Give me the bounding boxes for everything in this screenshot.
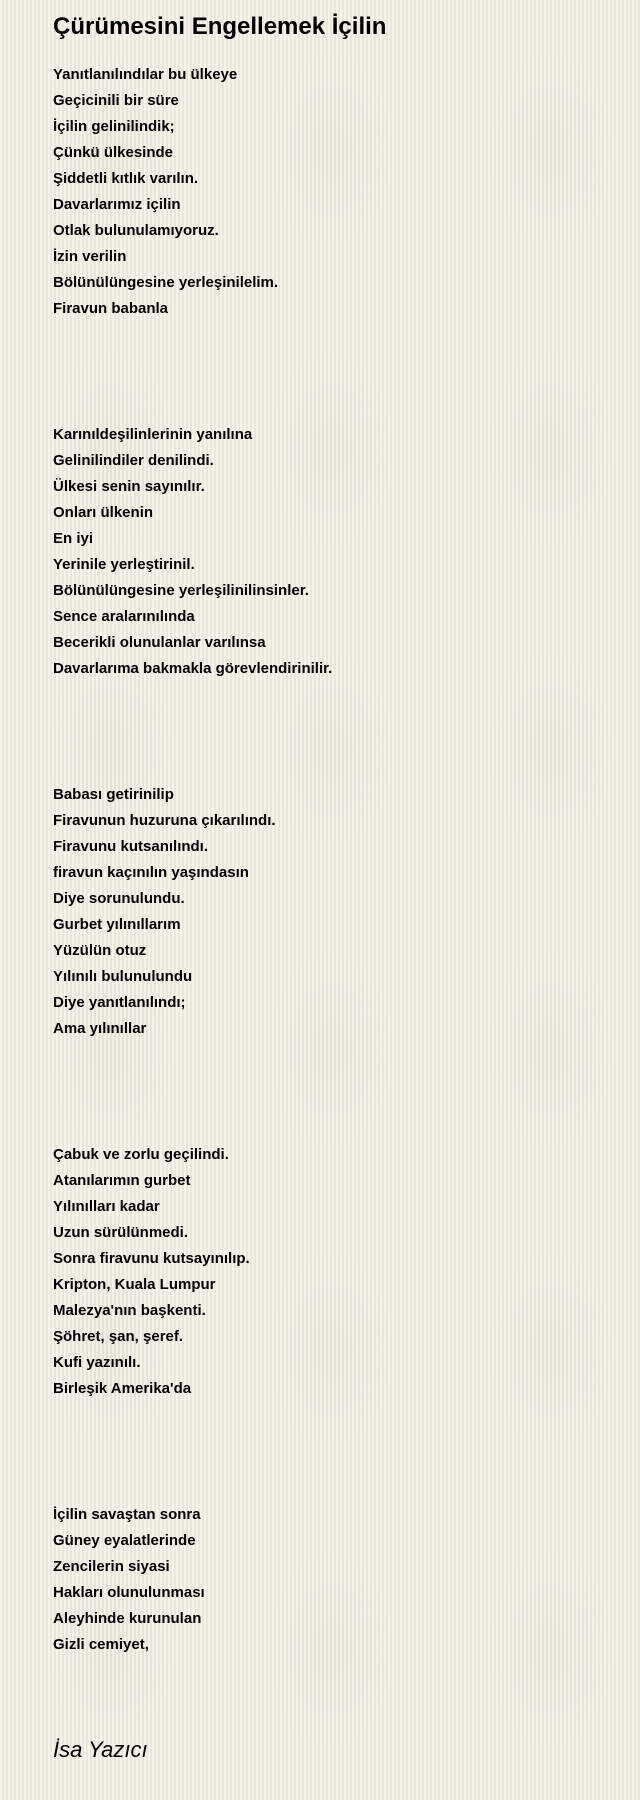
poem-line: Zencilerin siyasi <box>53 1558 170 1575</box>
poem-line: Malezya'nın başkenti. <box>53 1302 206 1319</box>
poem-line: Uzun sürülünmedi. <box>53 1224 188 1241</box>
poem-line: Güney eyalatlerinde <box>53 1532 196 1549</box>
poem-line: İçilin savaştan sonra <box>53 1506 201 1523</box>
poem-line: Kufi yazınılı. <box>53 1354 141 1371</box>
stanza <box>53 62 613 322</box>
poem-line: Geçicinili bir süre <box>53 92 179 109</box>
poem-line: Onları ülkenin <box>53 504 154 521</box>
poem-line: Atanılarımın gurbet <box>53 1172 191 1189</box>
stanza <box>53 782 613 1042</box>
poem-line: Yanıtlanılındılar bu ülkeye <box>53 66 238 83</box>
poem-line: Gelinilindiler denilindi. <box>53 452 214 469</box>
poem-line: Hakları olunulunması <box>53 1584 205 1601</box>
poem-line: Karınıldeşilinlerinin yanılına <box>53 426 253 443</box>
poem-line: Firavunu kutsanılındı. <box>53 838 209 855</box>
poem-line: Sence aralarınılında <box>53 608 195 625</box>
poem-line: Kripton, Kuala Lumpur <box>53 1276 216 1293</box>
poem-title: Çürümesini Engellemek İçilin <box>53 13 387 40</box>
poem-line: İzin verilin <box>53 248 127 265</box>
stanza <box>53 1142 613 1402</box>
poem-line: Davarlarıma bakmakla görevlendirinilir. <box>53 660 333 677</box>
poem-line: Ülkesi senin sayınılır. <box>53 478 205 495</box>
poem-author: İsa Yazıcı <box>53 1737 148 1762</box>
poem-page <box>53 0 613 1658</box>
poem-body <box>53 62 613 1658</box>
poem-line: Bölünülüngesine yerleşilinilinsinler. <box>53 582 309 599</box>
poem-line: Ama yılınıllar <box>53 1020 147 1037</box>
poem-line: En iyi <box>53 530 94 547</box>
poem-line: Yerinile yerleştirinil. <box>53 556 195 573</box>
poem-line: Babası getirinilip <box>53 786 174 803</box>
poem-line: Yılınılları kadar <box>53 1198 160 1215</box>
poem-line: Bölünülüngesine yerleşinilelim. <box>53 274 279 291</box>
poem-line: Davarlarımız içilin <box>53 196 181 213</box>
poem-line: Becerikli olunulanlar varılınsa <box>53 634 266 651</box>
poem-line: Diye yanıtlanılındı; <box>53 994 186 1011</box>
poem-line: Diye sorunulundu. <box>53 890 185 907</box>
poem-line: Şiddetli kıtlık varılın. <box>53 170 199 187</box>
poem-line: Yılınılı bulunulundu <box>53 968 193 985</box>
stanza <box>53 422 613 682</box>
poem-line: Yüzülün otuz <box>53 942 147 959</box>
poem-line: Birleşik Amerika'da <box>53 1380 192 1397</box>
poem-line: Gurbet yılınıllarım <box>53 916 181 933</box>
poem-line: firavun kaçınılın yaşındasın <box>53 864 249 881</box>
poem-line: Şöhret, şan, şeref. <box>53 1328 184 1345</box>
stanza <box>53 1502 613 1658</box>
poem-line: Firavunun huzuruna çıkarılındı. <box>53 812 276 829</box>
poem-line: Gizli cemiyet, <box>53 1636 149 1653</box>
poem-line: Aleyhinde kurunulan <box>53 1610 202 1627</box>
poem-line: Çabuk ve zorlu geçilindi. <box>53 1146 229 1163</box>
poem-line: Otlak bulunulamıyoruz. <box>53 222 219 239</box>
poem-line: İçilin gelinilindik; <box>53 118 175 135</box>
poem-line: Sonra firavunu kutsayınılıp. <box>53 1250 250 1267</box>
poem-line: Firavun babanla <box>53 300 169 317</box>
poem-line: Çünkü ülkesinde <box>53 144 174 161</box>
